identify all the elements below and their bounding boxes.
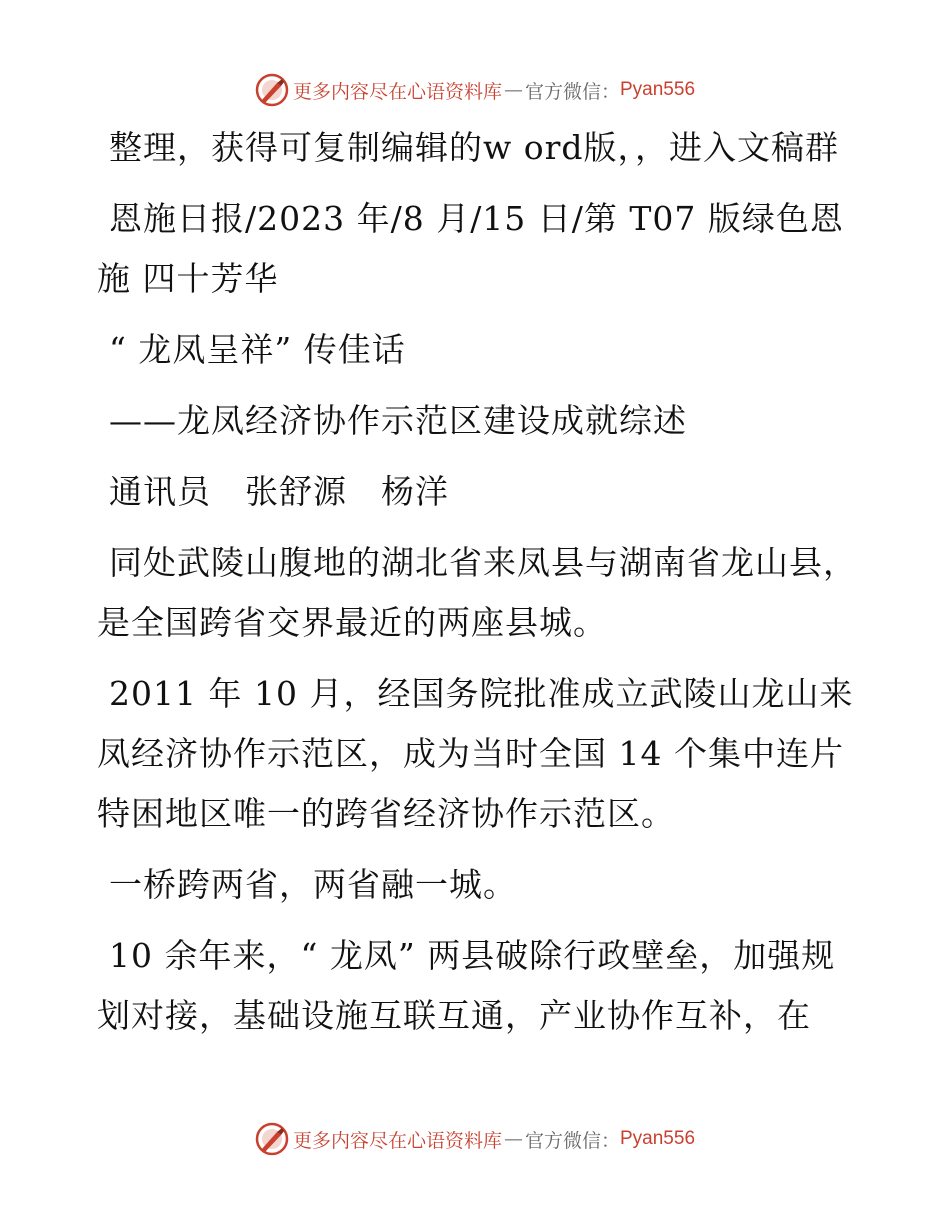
watermark-wechat-label: 官方微信： [524,1129,620,1152]
article-title: “ 龙凤呈祥” 传佳话 [109,330,406,369]
watermark-wechat-label: 官方微信： [524,80,620,103]
paragraph-source: 恩施日报/2023 年/8 月/15 日/第 T07 版绿色恩施 四十芳华 [97,199,844,298]
paragraph-body-4: 10 余年来，“ 龙凤” 两县破除行政壁垒，加强规划对接，基础设施互联互通，产业协作互补，在 [97,936,836,1035]
pen-logo-icon [255,1122,289,1156]
article-byline: 通讯员 张舒源 杨洋 [109,472,449,511]
footer-watermark [0,1119,950,1159]
watermark-text: 更多内容尽在心语资料库 [292,80,502,103]
paragraph-body-3: 一桥跨两省，两省融一城。 [109,865,517,904]
paragraph-intro: 整理，获得可复制编辑的w ord版，，进入文稿群 [109,128,840,167]
paragraph-body-1: 同处武陵山腹地的湖北省来凤县与湖南省龙山县，是全国跨省交界最近的两座县城。 [97,543,857,642]
watermark-wechat-id: Pyan556 [620,79,696,100]
paragraph-body-2: 2011 年 10 月，经国务院批准成立武陵山龙山来凤经济协作示范区，成为当时全国 14 个集中连片特困地区唯一的跨省经济协作示范区。 [97,674,854,833]
article-subtitle: ——龙凤经济协作示范区建设成就综述 [109,401,687,440]
document-body [97,118,857,1057]
watermark-dash: — [503,79,523,101]
pen-logo-icon [255,73,289,107]
watermark-wechat-id: Pyan556 [620,1128,696,1149]
watermark-text: 更多内容尽在心语资料库 [292,1129,502,1152]
watermark-dash: — [503,1128,523,1150]
header-watermark [0,70,950,110]
